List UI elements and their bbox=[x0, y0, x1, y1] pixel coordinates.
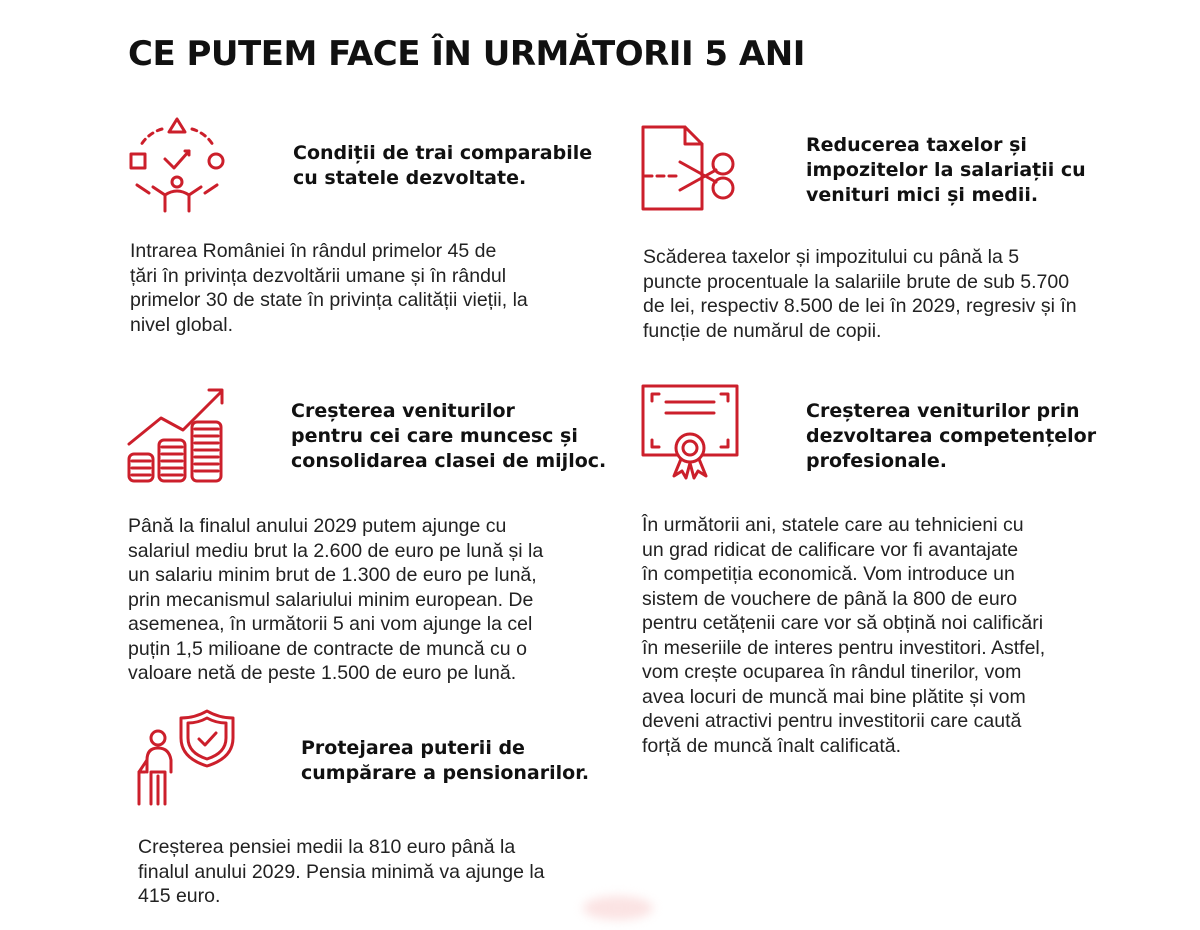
body-line: în competiția economică. Vom introduce un bbox=[642, 563, 1015, 585]
section-body-tax-reduction bbox=[643, 245, 1163, 343]
body-line: asemenea, în următorii 5 ani vom ajunge la cel bbox=[128, 613, 533, 635]
section-heading-professional-skills bbox=[806, 399, 1136, 474]
body-line: În următorii ani, statele care au tehnicieni cu bbox=[642, 514, 1024, 536]
body-line: Intrarea României în rândul primelor 45 de bbox=[130, 240, 497, 262]
page-title: CE PUTEM FACE ÎN URMĂTORII 5 ANI bbox=[128, 34, 805, 74]
heading-line: Protejarea puterii de bbox=[301, 737, 525, 759]
body-line: nivel global. bbox=[130, 313, 233, 336]
body-line: finalul anului 2029. Pensia minimă va ajunge la bbox=[138, 860, 545, 883]
heading-line: pentru cei care muncesc și bbox=[291, 425, 578, 447]
heading-line: Creșterea veniturilor prin bbox=[806, 400, 1080, 422]
body-line: salariul mediu brut la 2.600 de euro pe lună și la bbox=[128, 539, 544, 562]
heading-line: venituri mici și medii. bbox=[806, 184, 1039, 206]
body-line: puncte procentuale la salariile brute de sub 5.700 bbox=[643, 270, 1070, 293]
body-line: vom crește ocuparea în rândul tinerilor, vom bbox=[642, 661, 1022, 683]
heading-line: dezvoltarea competențelor bbox=[806, 425, 1097, 447]
body-line: de lei, respectiv 8.500 de lei în 2029, regresiv și în bbox=[643, 295, 1077, 317]
body-line: avea locuri de muncă mai bine plătite și vom bbox=[642, 685, 1026, 708]
heading-line: impozitelor la salariații cu bbox=[806, 159, 1086, 181]
section-body-professional-skills bbox=[642, 513, 1122, 758]
body-line: deveni atractivi pentru investitorii care caută bbox=[642, 710, 1022, 732]
tax-cut-scissors-icon bbox=[640, 124, 740, 212]
body-line: Scăderea taxelor și impozitului cu până la 5 bbox=[643, 246, 1020, 268]
body-line: Creșterea pensiei medii la 810 euro până la bbox=[138, 836, 516, 858]
section-body-living-conditions bbox=[130, 239, 600, 337]
income-growth-coins-icon bbox=[125, 384, 227, 484]
decorative-smudge bbox=[583, 896, 653, 920]
body-line: forță de muncă înalt calificată. bbox=[642, 734, 902, 757]
body-line: un salariu minim brut de 1.300 de euro pe lună, bbox=[128, 564, 537, 586]
heading-line: Reducerea taxelor și bbox=[806, 134, 1027, 156]
heading-line: profesionale. bbox=[806, 450, 948, 472]
body-line: sistem de vouchere de până la 800 de euro bbox=[642, 587, 1018, 610]
pensioner-shield-icon bbox=[135, 708, 237, 808]
body-line: pentru cetățenii care vor să obțină noi calificări bbox=[642, 612, 1044, 634]
section-heading-pensioners bbox=[301, 736, 611, 786]
body-line: primelor 30 de state în privința calității vieții, la bbox=[130, 289, 528, 311]
body-line: Până la finalul anului 2029 putem ajunge cu bbox=[128, 515, 507, 537]
section-body-income-growth bbox=[128, 514, 608, 686]
body-line: valoare netă de peste 1.500 de euro pe lună. bbox=[128, 662, 517, 684]
section-heading-living-conditions bbox=[293, 141, 603, 191]
certificate-icon bbox=[640, 383, 740, 479]
body-line: prin mecanismul salariului minim european. De bbox=[128, 588, 534, 611]
heading-line: Creșterea veniturilor bbox=[291, 400, 515, 422]
body-line: 415 euro. bbox=[138, 885, 221, 907]
body-line: țări în privința dezvoltării umane și în rândul bbox=[130, 264, 507, 287]
body-line: un grad ridicat de calificare vor fi avantajate bbox=[642, 538, 1019, 561]
body-line: funcție de numărul de copii. bbox=[643, 319, 882, 342]
section-heading-income-growth bbox=[291, 399, 611, 474]
development-cycle-icon bbox=[127, 115, 227, 215]
heading-line: Condiții de trai comparabile bbox=[293, 142, 593, 164]
section-body-pensioners bbox=[138, 835, 608, 909]
body-line: puțin 1,5 milioane de contracte de muncă cu o bbox=[128, 637, 527, 660]
heading-line: cumpărare a pensionarilor. bbox=[301, 762, 590, 784]
body-line: în meseriile de interes pentru investitori. Astfel, bbox=[642, 636, 1046, 659]
heading-line: cu statele dezvoltate. bbox=[293, 167, 527, 189]
section-heading-tax-reduction bbox=[806, 133, 1136, 208]
heading-line: consolidarea clasei de mijloc. bbox=[291, 450, 607, 472]
